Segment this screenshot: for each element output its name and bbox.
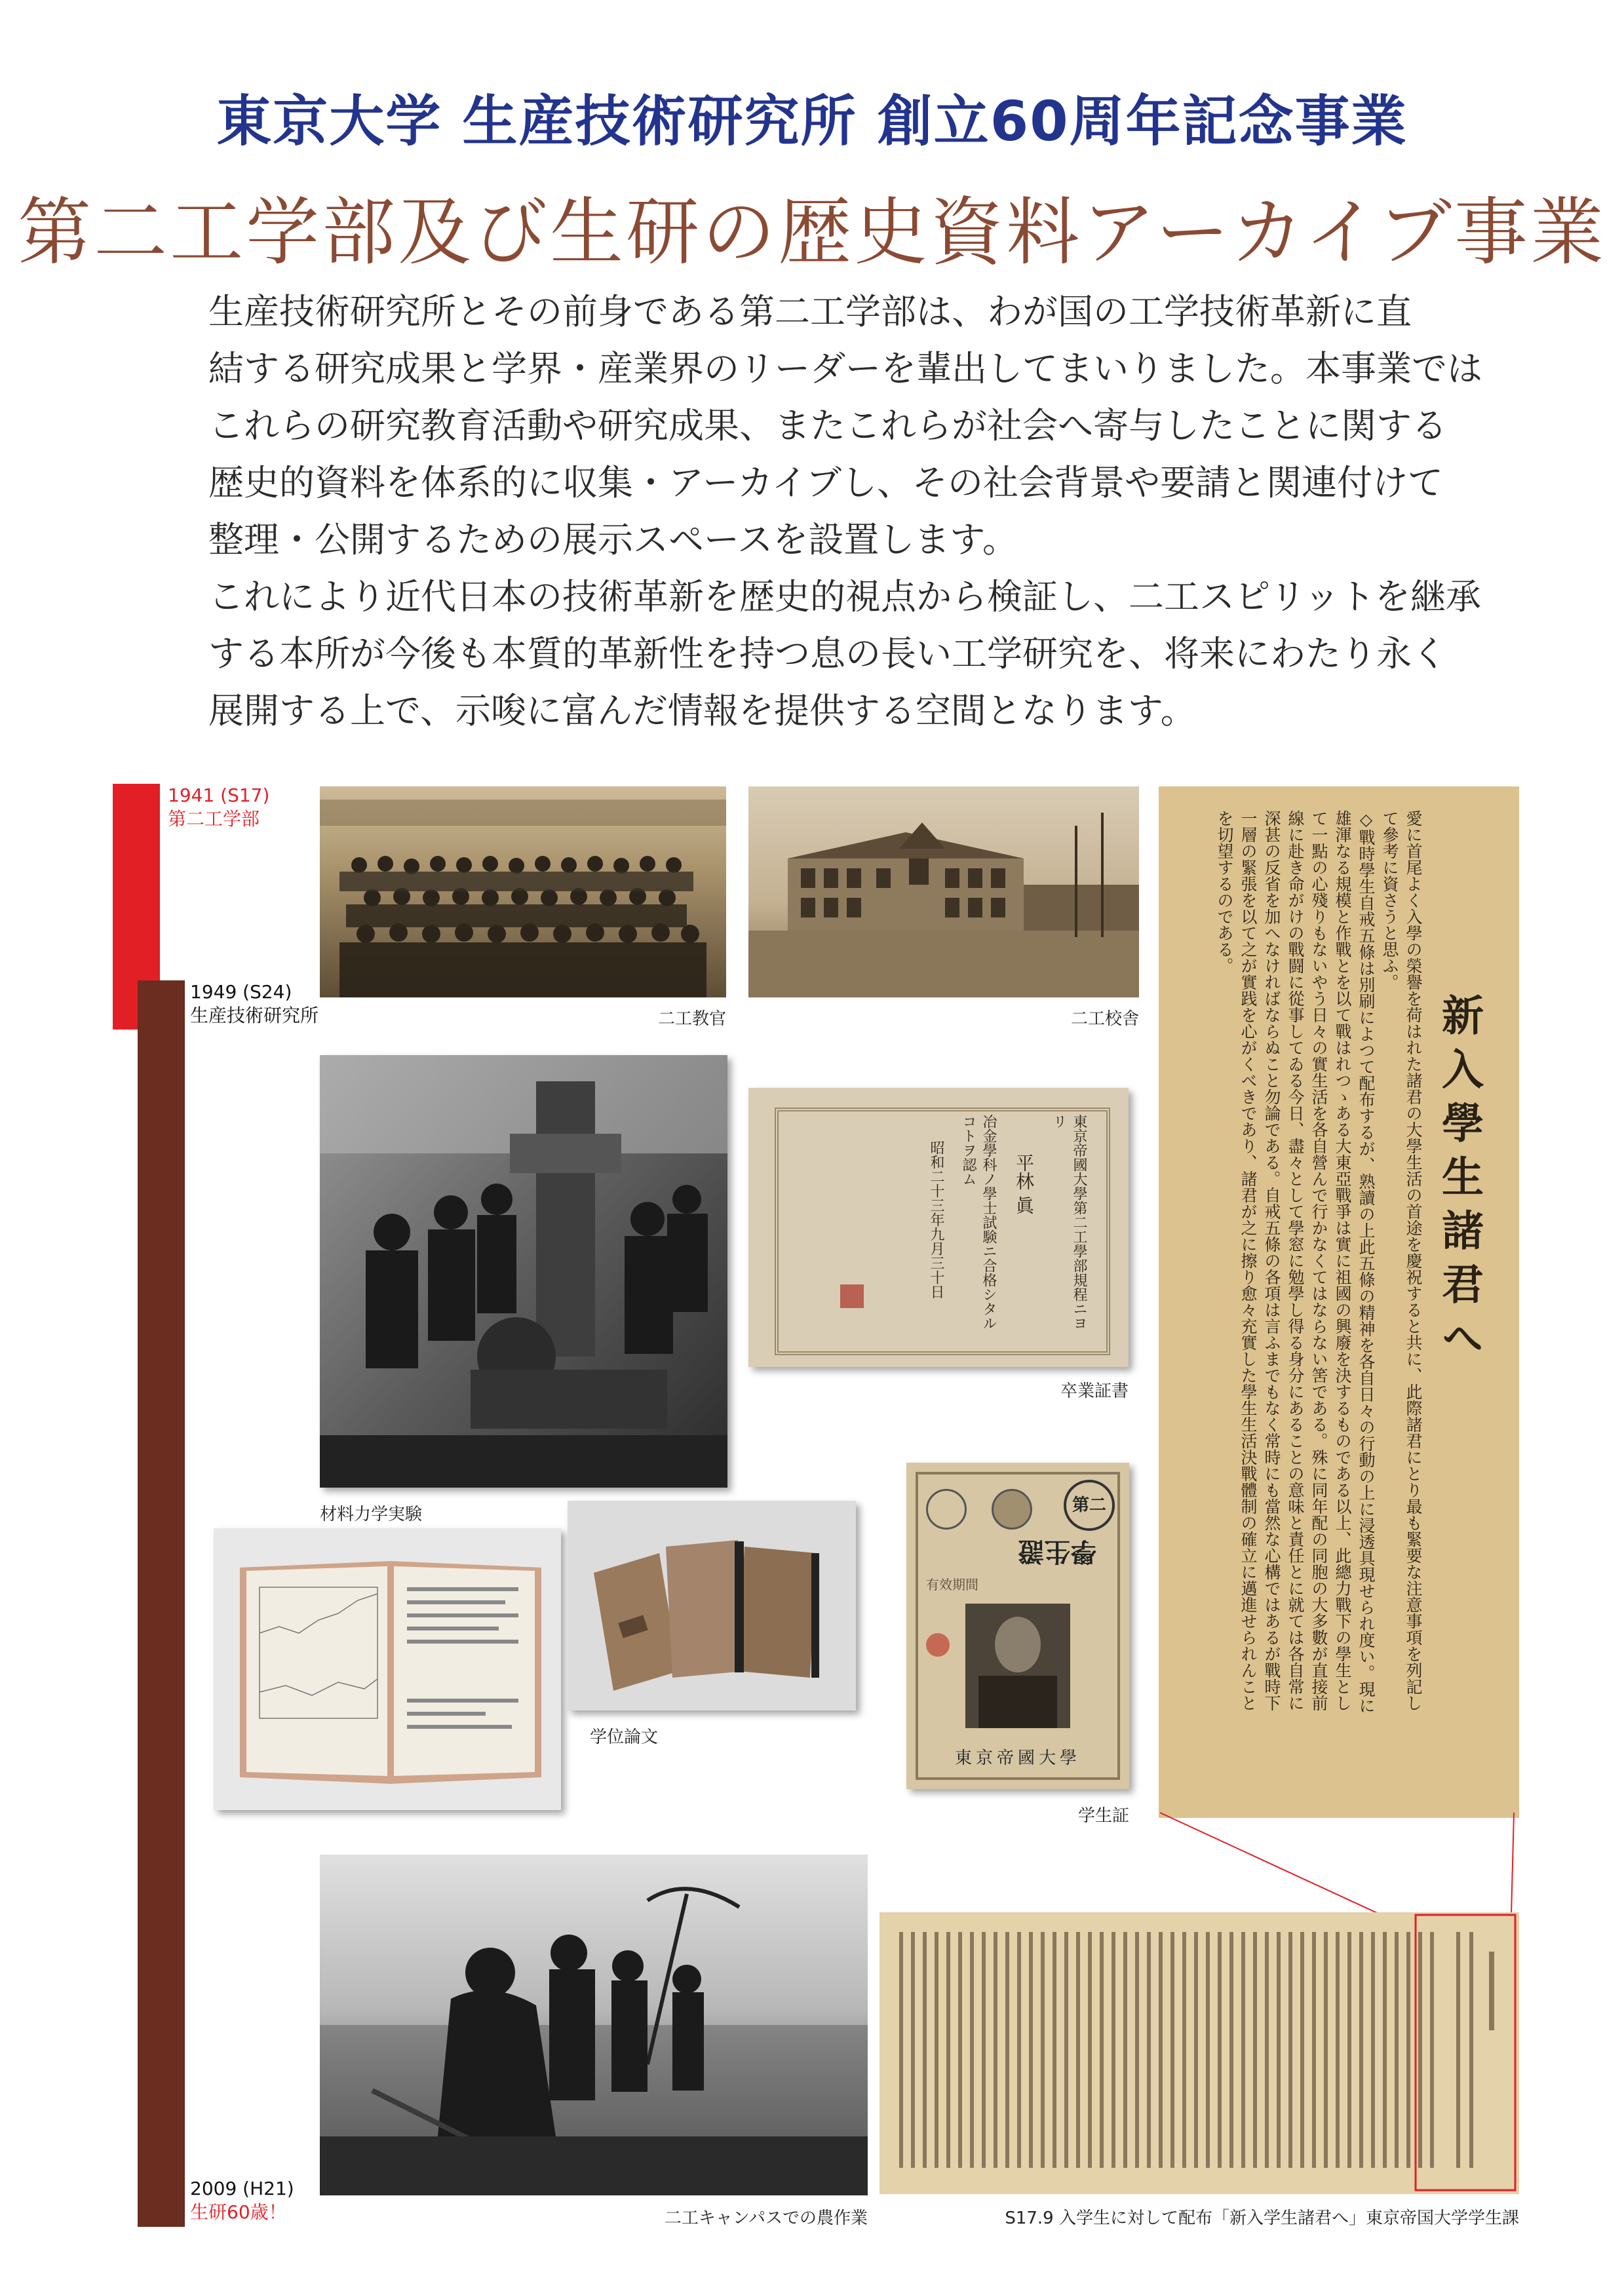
- intro-line: これにより近代日本の技術革新を歴史的視点から検証し、二工スピリットを継承: [208, 576, 1481, 617]
- building-photo: [748, 786, 1139, 997]
- diploma-name: 平林 眞: [1013, 1153, 1035, 1214]
- caption-building: 二工校舎: [1070, 1009, 1139, 1029]
- document-columns: [1212, 810, 1425, 1786]
- diploma-body: 冶金學科ノ學士試験ニ合格シタルコトヲ認ム: [960, 1114, 997, 1330]
- caption-diploma: 卒業証書: [1060, 1381, 1129, 1401]
- diploma-title: 東京帝國大學第二工學部規程ニヨリ: [1051, 1114, 1087, 1330]
- era-1941-label: 第二工学部: [168, 808, 260, 830]
- thesis-volumes-photo: [568, 1501, 856, 1710]
- student-portrait: [965, 1604, 1070, 1728]
- era-1941: [168, 784, 269, 831]
- intro-line: 整理・公開するための展示スペースを設置します。: [208, 519, 1018, 560]
- intro-line: する本所が今後も本質的革新性を持つ息の長い工学研究を、将来にわたり永く: [208, 633, 1447, 674]
- intro-line: 生産技術研究所とその前身である第二工学部は、わが国の工学技術革新に直: [208, 291, 1412, 332]
- caption-document: S17.9 入学生に対して配布「新入学生諸君へ」東京帝国大学学生課: [1005, 2208, 1519, 2228]
- caption-lab: 材料力学実験: [320, 1505, 423, 1524]
- intro-line: これらの研究教育活動や研究成果、またこれらが社会へ寄与したことに関する: [208, 405, 1447, 446]
- page-title: 第二工学部及び生研の歴史資料アーカイブ事業: [18, 190, 1606, 275]
- era-2009-label: 生研60歳！: [190, 2201, 287, 2223]
- lab-photo: [320, 1055, 727, 1488]
- era-2009-year: 2009 (H21): [190, 2178, 294, 2199]
- caption-thesis: 学位論文: [590, 1727, 659, 1747]
- student-id-university: 東京帝國大學: [954, 1748, 1081, 1768]
- document-column: て一點の心殘りもないやう日々の實生活を各自營んで行かなくてはならない筈である。殊に同年配の同胞の大多數が直接前: [1309, 810, 1328, 1711]
- document-column: を切望するのである。: [1215, 810, 1234, 974]
- page-subtitle: 東京大学 生産技術研究所 創立60周年記念事業: [216, 89, 1408, 153]
- caption-faculty: 二工教官: [657, 1009, 726, 1029]
- timeline-bar-1949: [138, 980, 185, 2227]
- seal-stamp: [840, 1284, 864, 1308]
- intro-line: 展開する上で、示唆に富んだ情報を提供する空間となります。: [208, 690, 1196, 731]
- intro-line: 歴史的資料を体系的に収集・アーカイブし、その社会背景や要請と関連付けて: [208, 462, 1444, 503]
- era-1949: [190, 980, 319, 1028]
- caption-student-id: 学生証: [1077, 1806, 1129, 1826]
- student-id-period: 有效期間: [926, 1577, 978, 1592]
- era-1941-year: 1941 (S17): [168, 784, 270, 806]
- caption-farm: 二工キャンパスでの農作業: [664, 2208, 868, 2228]
- document-column: 愛に首尾よく入學の榮譽を荷はれた諸君の大學生活の首途を慶祝すると共に、此際諸君にとり最も緊要な注意事項を列記し: [1404, 810, 1423, 1711]
- intro-line: 結する研究成果と学界・産業界のリーダーを輩出してまいりました。本事業では: [208, 348, 1482, 389]
- document-column: て參考に資さうと思ふ。: [1380, 810, 1399, 990]
- era-2009: [190, 2177, 294, 2224]
- document-column: 線に赴き命がけの戰闘に從事してゐる今日、盡々として學窓に勉學し得る身分にあることの意味と責任とに就ては各自常に: [1286, 810, 1305, 1711]
- era-1949-year: 1949 (S24): [190, 981, 292, 1003]
- document-column: 深甚の反省を加へなければならぬこと勿論である。自戒五條の各項は言ふまでもなく常時にも當然な心構ではあるが戰時下: [1262, 810, 1281, 1711]
- student-id-title: 學生證: [1018, 1536, 1096, 1567]
- thesis-book-photo: [214, 1528, 561, 1810]
- document-column: 一層の緊張を以て之が實践を心がくべきであり、諸君が之に擦り愈々充實した學生生活決戰體制の確立に邁進せられんこと: [1239, 810, 1258, 1711]
- document-column: 雄渾なる規模と作戰とを以て戰はれつゝある大東亞戰爭は實に祖國の興廢を決するものである以上、此總力戰下の學生とし: [1333, 810, 1352, 1711]
- enrollment-notice-document: [1159, 786, 1519, 1818]
- intro-text: [208, 283, 1482, 739]
- faculty-group-photo: [320, 786, 726, 997]
- era-1949-label: 生産技術研究所: [190, 1005, 319, 1026]
- document-heading: 新入學生諸君へ: [1435, 993, 1484, 1370]
- diploma-date: 昭和二十三年九月三十日: [928, 1140, 944, 1299]
- document-column: ◇戰時學生自戒五條は別刷によつて配布するが、熟讀の上此五條の精神を各自日々の行動の上に浸透具現せられ度い。現に: [1357, 810, 1376, 1714]
- enrollment-notice-full: [880, 1912, 1519, 2194]
- student-id-badge: 第二: [1064, 1480, 1115, 1531]
- farm-work-photo: [320, 1855, 868, 2195]
- student-id-photo: [906, 1463, 1129, 1789]
- diploma-photo: [748, 1088, 1129, 1367]
